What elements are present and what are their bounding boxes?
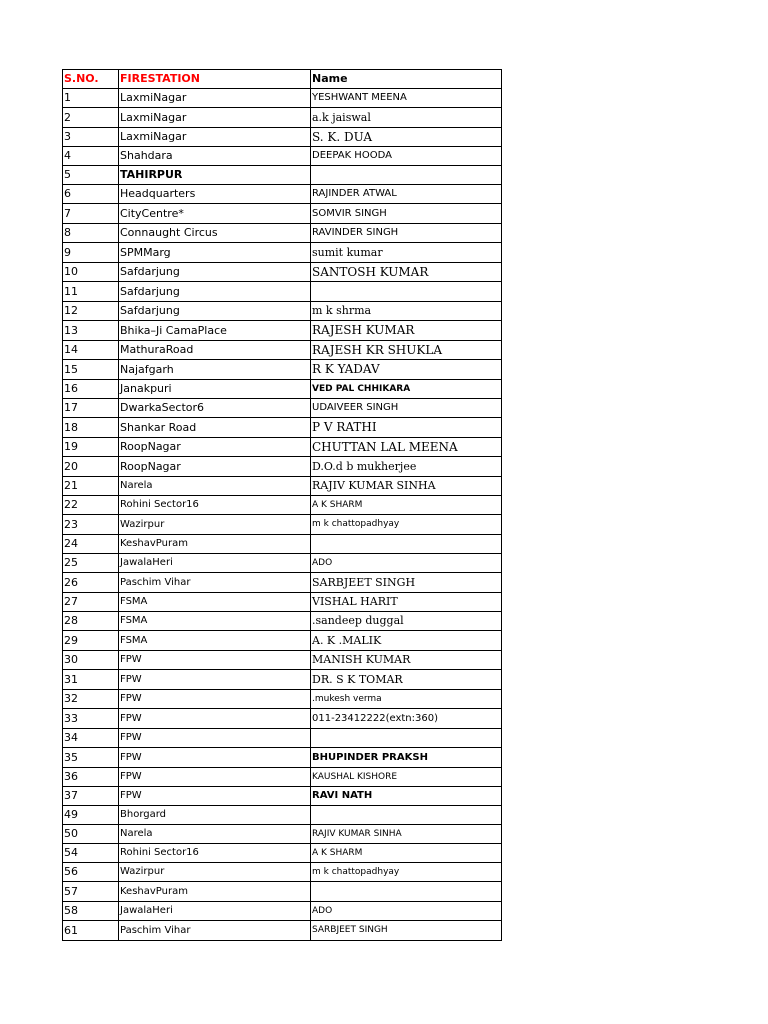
- cell-name: [310, 728, 502, 747]
- cell-sno: 20: [64, 459, 78, 473]
- cell-sno: 35: [64, 750, 78, 764]
- cell-sno: 26: [64, 575, 78, 589]
- cell-name: D.O.d b mukherjee: [312, 459, 417, 473]
- table-row: [0, 728, 768, 747]
- cell-sno: 10: [64, 265, 78, 278]
- grid-horizontal-line: [62, 359, 502, 360]
- table-row: [0, 359, 768, 379]
- cell-name: BHUPINDER PRAKSH: [312, 751, 428, 763]
- cell-name: UDAIVEER SINGH: [312, 402, 399, 413]
- cell-name: YESHWANT MEENA: [312, 92, 407, 103]
- grid-horizontal-line: [62, 107, 502, 108]
- cell-firestation: RoopNagar: [120, 440, 181, 453]
- cell-sno: 5: [64, 168, 71, 181]
- table-row: [0, 456, 768, 476]
- cell-firestation: Rohini Sector16: [120, 847, 199, 858]
- cell-name: [310, 281, 502, 301]
- cell-name: RAJESH KUMAR: [312, 323, 415, 337]
- cell-sno: 32: [64, 692, 78, 705]
- cell-sno: 50: [64, 827, 78, 840]
- grid-horizontal-line: [62, 437, 502, 438]
- grid-horizontal-line: [62, 301, 502, 302]
- grid-horizontal-line: [62, 223, 502, 224]
- grid-vertical-line: [310, 69, 311, 941]
- table-row: [0, 88, 768, 107]
- table-row: [0, 669, 768, 689]
- grid-horizontal-line: [62, 767, 502, 768]
- cell-sno: 15: [64, 362, 78, 376]
- grid-horizontal-line: [62, 320, 502, 321]
- cell-sno: 61: [64, 923, 78, 937]
- grid-horizontal-line: [62, 650, 502, 651]
- cell-name: RAJIV KUMAR SINHA: [312, 479, 436, 492]
- cell-name: A. K .MALIK: [312, 633, 382, 647]
- cell-name: a.k jaiswal: [312, 110, 371, 124]
- grid-horizontal-line: [62, 417, 502, 418]
- cell-firestation: Rohini Sector16: [120, 499, 199, 510]
- cell-name: [310, 881, 502, 901]
- grid-horizontal-line: [62, 862, 502, 863]
- table-row: [0, 203, 768, 223]
- grid-horizontal-line: [62, 824, 502, 825]
- grid-horizontal-line: [62, 901, 502, 902]
- cell-sno: 11: [64, 284, 78, 298]
- cell-name: SARBJEET SINGH: [312, 925, 388, 935]
- table-row: [0, 340, 768, 359]
- cell-firestation: Paschim Vihar: [120, 576, 191, 588]
- cell-firestation: FSMA: [120, 596, 148, 607]
- grid-horizontal-line: [62, 69, 502, 70]
- cell-firestation: JawalaHeri: [120, 905, 173, 916]
- grid-horizontal-line: [62, 242, 502, 243]
- cell-firestation: Paschim Vihar: [120, 924, 191, 936]
- cell-name: P V RATHI: [312, 420, 377, 434]
- cell-name: RAJIV KUMAR SINHA: [312, 828, 402, 839]
- cell-sno: 17: [64, 401, 78, 414]
- cell-sno: 29: [64, 633, 78, 647]
- cell-sno: 13: [64, 323, 78, 337]
- cell-sno: 28: [64, 614, 78, 627]
- cell-sno: 30: [64, 653, 78, 666]
- cell-name: CHUTTAN LAL MEENA: [312, 439, 458, 454]
- table-row: [0, 920, 768, 940]
- grid-vertical-line: [501, 69, 502, 941]
- table-row: [0, 630, 768, 650]
- table-row: [0, 824, 768, 843]
- table-row: [0, 184, 768, 203]
- cell-firestation: Narela: [120, 828, 153, 839]
- table-row: [0, 592, 768, 611]
- cell-name: 011-23412222(extn:360): [312, 712, 439, 724]
- grid-horizontal-line: [62, 920, 502, 921]
- table-row: [0, 127, 768, 146]
- grid-horizontal-line: [62, 689, 502, 690]
- grid-horizontal-line: [62, 572, 502, 573]
- cell-firestation: KeshavPuram: [120, 538, 188, 549]
- cell-sno: 34: [64, 731, 78, 744]
- grid-horizontal-line: [62, 340, 502, 341]
- cell-firestation: Janakpuri: [120, 382, 172, 395]
- grid-horizontal-line: [62, 262, 502, 263]
- table-row: [0, 281, 768, 301]
- cell-name: [310, 534, 502, 553]
- table-row: [0, 398, 768, 417]
- table-row: [0, 553, 768, 572]
- grid-horizontal-line: [62, 728, 502, 729]
- cell-firestation: FPW: [120, 712, 142, 724]
- grid-horizontal-line: [62, 843, 502, 844]
- cell-sno: 56: [64, 865, 78, 878]
- cell-sno: 18: [64, 420, 78, 434]
- cell-sno: 31: [64, 672, 78, 686]
- cell-name: ADO: [312, 557, 333, 568]
- cell-name: [310, 805, 502, 824]
- grid-horizontal-line: [62, 534, 502, 535]
- table-row: [0, 146, 768, 165]
- table-row: [0, 611, 768, 630]
- cell-sno: 16: [64, 382, 78, 395]
- table-row: [0, 437, 768, 456]
- cell-sno: 22: [64, 498, 78, 511]
- cell-name: m k chattopadhyay: [312, 866, 400, 877]
- grid-horizontal-line: [62, 881, 502, 882]
- cell-name: KAUSHAL KISHORE: [312, 771, 398, 782]
- grid-horizontal-line: [62, 786, 502, 787]
- cell-firestation: Wazirpur: [120, 518, 165, 530]
- cell-name: RAJESH KR SHUKLA: [312, 342, 442, 357]
- table-row: [0, 881, 768, 901]
- cell-name: RAVINDER SINGH: [312, 227, 399, 238]
- cell-sno: 7: [64, 206, 71, 220]
- cell-name: R K YADAV: [312, 362, 380, 376]
- cell-firestation: Safdarjung: [120, 265, 180, 278]
- table-row: [0, 689, 768, 708]
- cell-firestation: FSMA: [120, 634, 148, 646]
- cell-name: ADO: [312, 905, 333, 916]
- grid-horizontal-line: [62, 630, 502, 631]
- table-row: [0, 476, 768, 495]
- grid-vertical-line: [118, 69, 119, 941]
- cell-firestation: FSMA: [120, 615, 148, 626]
- table-row: [0, 301, 768, 320]
- cell-name: MANISH KUMAR: [312, 653, 411, 666]
- cell-sno: 25: [64, 556, 78, 569]
- grid-horizontal-line: [62, 88, 502, 89]
- cell-sno: 14: [64, 343, 78, 356]
- grid-horizontal-line: [62, 203, 502, 204]
- cell-sno: 54: [64, 846, 78, 859]
- cell-firestation: FPW: [120, 790, 142, 801]
- table-row: [0, 786, 768, 805]
- cell-sno: 9: [64, 245, 71, 259]
- cell-name: DEEPAK HOODA: [312, 150, 392, 161]
- cell-sno: 49: [64, 808, 78, 821]
- cell-firestation: FPW: [120, 693, 142, 704]
- cell-sno: 24: [64, 537, 78, 550]
- cell-firestation: MathuraRoad: [120, 343, 194, 356]
- table-row: [0, 495, 768, 514]
- table-row: [0, 708, 768, 728]
- cell-name: .sandeep duggal: [312, 614, 404, 627]
- table-row: [0, 534, 768, 553]
- cell-firestation: Headquarters: [120, 187, 196, 200]
- table-row: [0, 379, 768, 398]
- cell-name: m k shrma: [312, 304, 372, 317]
- cell-firestation: SPMMarg: [120, 245, 171, 259]
- cell-firestation: Shankar Road: [120, 420, 197, 434]
- table-row: [0, 843, 768, 862]
- cell-sno: 58: [64, 904, 78, 917]
- cell-sno: 1: [64, 91, 71, 104]
- cell-firestation: Bhika–Ji CamaPlace: [120, 323, 227, 337]
- cell-sno: 2: [64, 110, 71, 124]
- grid-horizontal-line: [62, 940, 502, 941]
- cell-sno: 19: [64, 440, 78, 453]
- grid-horizontal-line: [62, 398, 502, 399]
- grid-horizontal-line: [62, 592, 502, 593]
- cell-firestation: Safdarjung: [120, 284, 180, 298]
- cell-sno: 12: [64, 304, 78, 317]
- cell-firestation: Wazirpur: [120, 866, 165, 877]
- cell-firestation: Bhorgard: [120, 809, 167, 820]
- cell-sno: 37: [64, 789, 78, 802]
- cell-name: SARBJEET SINGH: [312, 575, 416, 589]
- header-row: [0, 69, 768, 88]
- header-sno: S.NO.: [64, 72, 99, 85]
- table-row: [0, 417, 768, 437]
- table-row: [0, 862, 768, 881]
- cell-firestation: JawalaHeri: [120, 557, 173, 568]
- cell-firestation: FPW: [120, 771, 142, 782]
- grid-horizontal-line: [62, 611, 502, 612]
- cell-name: VED PAL CHHIKARA: [312, 383, 411, 394]
- grid-horizontal-line: [62, 127, 502, 128]
- cell-name: S. K. DUA: [312, 129, 373, 144]
- cell-firestation: CityCentre*: [120, 206, 184, 220]
- cell-name: RAJINDER ATWAL: [312, 188, 397, 199]
- grid-horizontal-line: [62, 495, 502, 496]
- cell-firestation: FPW: [120, 673, 142, 685]
- cell-name: RAVI NATH: [312, 790, 373, 801]
- cell-name: [310, 165, 502, 184]
- cell-name: SOMVIR SINGH: [312, 207, 387, 219]
- table-row: [0, 223, 768, 242]
- cell-sno: 33: [64, 711, 78, 725]
- grid-horizontal-line: [62, 476, 502, 477]
- table-row: [0, 107, 768, 127]
- table-row: [0, 572, 768, 592]
- grid-vertical-line: [62, 69, 63, 941]
- cell-firestation: Safdarjung: [120, 304, 180, 317]
- cell-name: sumit kumar: [312, 245, 383, 259]
- table-row: [0, 901, 768, 920]
- cell-sno: 21: [64, 479, 78, 492]
- grid-horizontal-line: [62, 165, 502, 166]
- grid-horizontal-line: [62, 805, 502, 806]
- cell-sno: 27: [64, 595, 78, 608]
- table-row: [0, 767, 768, 786]
- grid-horizontal-line: [62, 456, 502, 457]
- cell-firestation: Narela: [120, 480, 153, 491]
- cell-firestation: Najafgarh: [120, 362, 174, 376]
- cell-name: m k chattopadhyay: [312, 519, 400, 529]
- grid-horizontal-line: [62, 281, 502, 282]
- cell-name: .mukesh verma: [312, 693, 382, 704]
- table-row: [0, 262, 768, 281]
- table-row: [0, 320, 768, 340]
- cell-sno: 36: [64, 770, 78, 783]
- cell-firestation: KeshavPuram: [120, 885, 188, 897]
- cell-firestation: DwarkaSector6: [120, 401, 205, 414]
- cell-name: SANTOSH KUMAR: [312, 264, 429, 279]
- cell-firestation: FPW: [120, 732, 142, 743]
- cell-firestation: TAHIRPUR: [120, 168, 183, 181]
- cell-firestation: FPW: [120, 654, 142, 665]
- cell-name: A K SHARM: [312, 847, 363, 858]
- cell-sno: 23: [64, 517, 78, 531]
- table-row: [0, 805, 768, 824]
- header-firestation: FIRESTATION: [120, 72, 200, 85]
- table-row: [0, 165, 768, 184]
- grid-horizontal-line: [62, 747, 502, 748]
- cell-name: A K SHARM: [312, 499, 363, 510]
- cell-firestation: FPW: [120, 751, 142, 763]
- table-row: [0, 514, 768, 534]
- grid-horizontal-line: [62, 708, 502, 709]
- grid-horizontal-line: [62, 146, 502, 147]
- cell-sno: 3: [64, 130, 71, 143]
- grid-horizontal-line: [62, 669, 502, 670]
- header-name: Name: [312, 72, 348, 85]
- table-row: [0, 242, 768, 262]
- cell-firestation: LaxmiNagar: [120, 91, 187, 104]
- table-row: [0, 747, 768, 767]
- cell-name: VISHAL HARIT: [312, 595, 398, 608]
- cell-firestation: Shahdara: [120, 149, 173, 162]
- cell-sno: 8: [64, 226, 71, 239]
- cell-firestation: RoopNagar: [120, 459, 181, 473]
- cell-sno: 4: [64, 149, 71, 162]
- cell-name: DR. S K TOMAR: [312, 672, 403, 686]
- cell-sno: 57: [64, 884, 78, 898]
- cell-firestation: Connaught Circus: [120, 226, 218, 239]
- grid-horizontal-line: [62, 184, 502, 185]
- grid-horizontal-line: [62, 514, 502, 515]
- grid-horizontal-line: [62, 553, 502, 554]
- grid-horizontal-line: [62, 379, 502, 380]
- cell-firestation: LaxmiNagar: [120, 110, 187, 124]
- cell-firestation: LaxmiNagar: [120, 130, 187, 143]
- cell-sno: 6: [64, 187, 71, 200]
- table-row: [0, 650, 768, 669]
